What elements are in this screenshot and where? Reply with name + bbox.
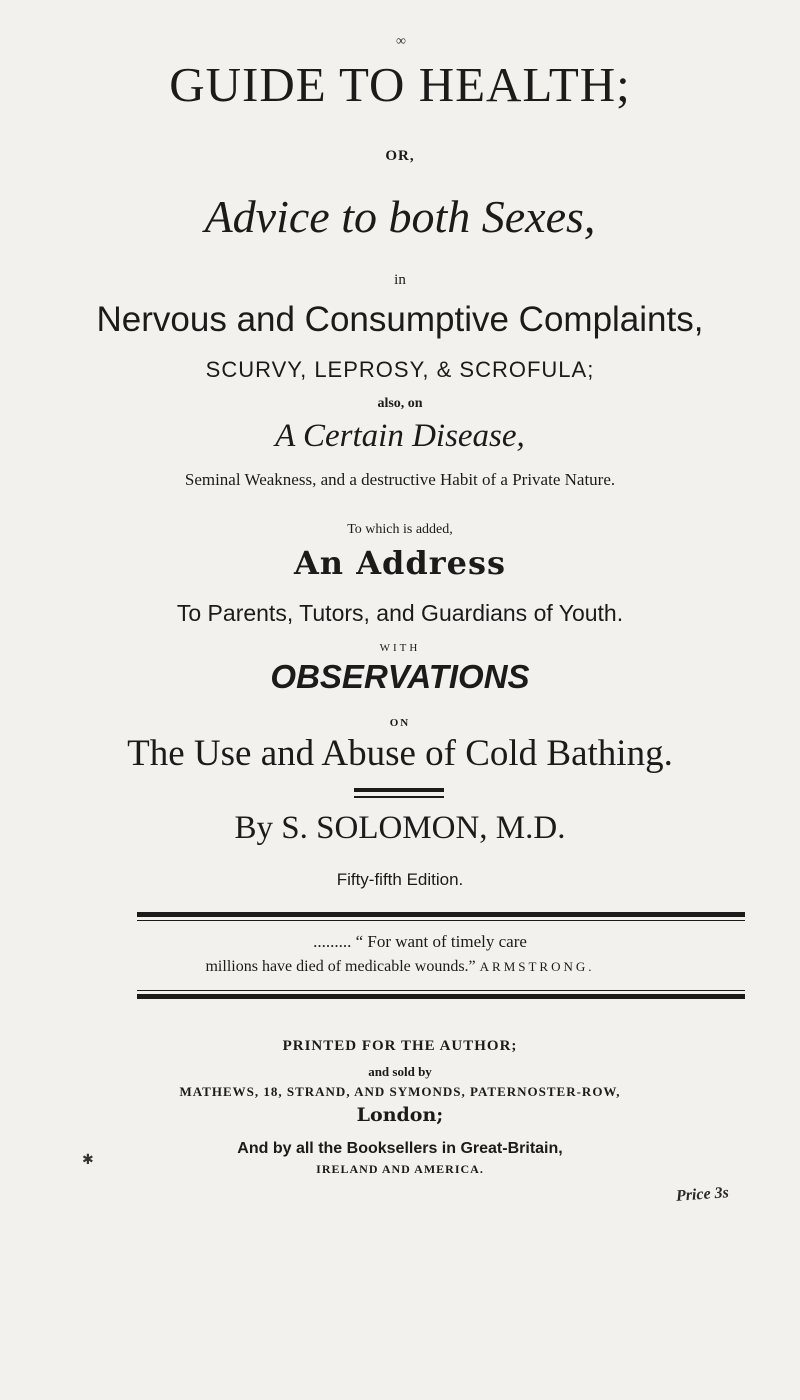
or-connector: OR,	[385, 148, 415, 164]
booksellers-line: And by all the Booksellers in Great-Britain,	[237, 1140, 563, 1157]
author-line: By S. SOLOMON, M.D.	[234, 810, 566, 846]
rule-top-thin	[137, 920, 745, 921]
printed-for-line: PRINTED FOR THE AUTHOR;	[282, 1038, 518, 1054]
short-rule	[354, 788, 444, 792]
complaints-line: Nervous and Consumptive Complaints,	[96, 300, 704, 339]
diseases-line: SCURVY, LEPROSY, & SCROFULA;	[205, 357, 595, 382]
decorative-mark: ∞	[396, 34, 406, 49]
rule-bottom-thick	[137, 994, 745, 999]
sold-by-line: and sold by	[368, 1064, 432, 1079]
book-title: GUIDE TO HEALTH;	[169, 57, 631, 112]
observations-heading: OBSERVATIONS	[270, 658, 530, 695]
city-line: London;	[356, 1104, 444, 1126]
to-which-line: To which is added,	[347, 522, 453, 537]
also-on-line: also, on	[377, 396, 423, 411]
in-connector: in	[394, 272, 406, 288]
epigraph-line-2	[0, 958, 800, 976]
epigraph-line-1: ......... “ For want of timely care	[313, 932, 527, 951]
seminal-line: Seminal Weakness, and a destructive Habit of a Private Nature.	[184, 470, 616, 489]
regions-line: IRELAND AND AMERICA.	[316, 1162, 484, 1176]
address-heading: An Address	[293, 544, 507, 582]
with-connector: WITH	[379, 642, 421, 654]
epigraph-author: ARMSTRONG.	[479, 959, 595, 974]
certain-disease-line: A Certain Disease,	[275, 418, 525, 454]
cold-bathing-line: The Use and Abuse of Cold Bathing.	[127, 733, 673, 774]
rule-bottom-thin	[137, 990, 745, 991]
epigraph-text: millions have died of medicable wounds.”	[205, 958, 476, 975]
on-connector: ON	[389, 717, 411, 729]
subtitle: Advice to both Sexes,	[204, 191, 596, 242]
price-stamp: Price 3s	[675, 1184, 730, 1205]
publishers-line: MATHEWS, 18, STRAND, AND SYMONDS, PATERNOSTER-ROW,	[179, 1084, 621, 1099]
parents-line: To Parents, Tutors, and Guardians of Youth.	[176, 600, 624, 626]
short-rule-thin	[354, 796, 444, 798]
edition-line: Fifty-fifth Edition.	[336, 870, 464, 889]
margin-mark: ✱	[82, 1153, 94, 1168]
rule-top-thick	[137, 912, 745, 917]
